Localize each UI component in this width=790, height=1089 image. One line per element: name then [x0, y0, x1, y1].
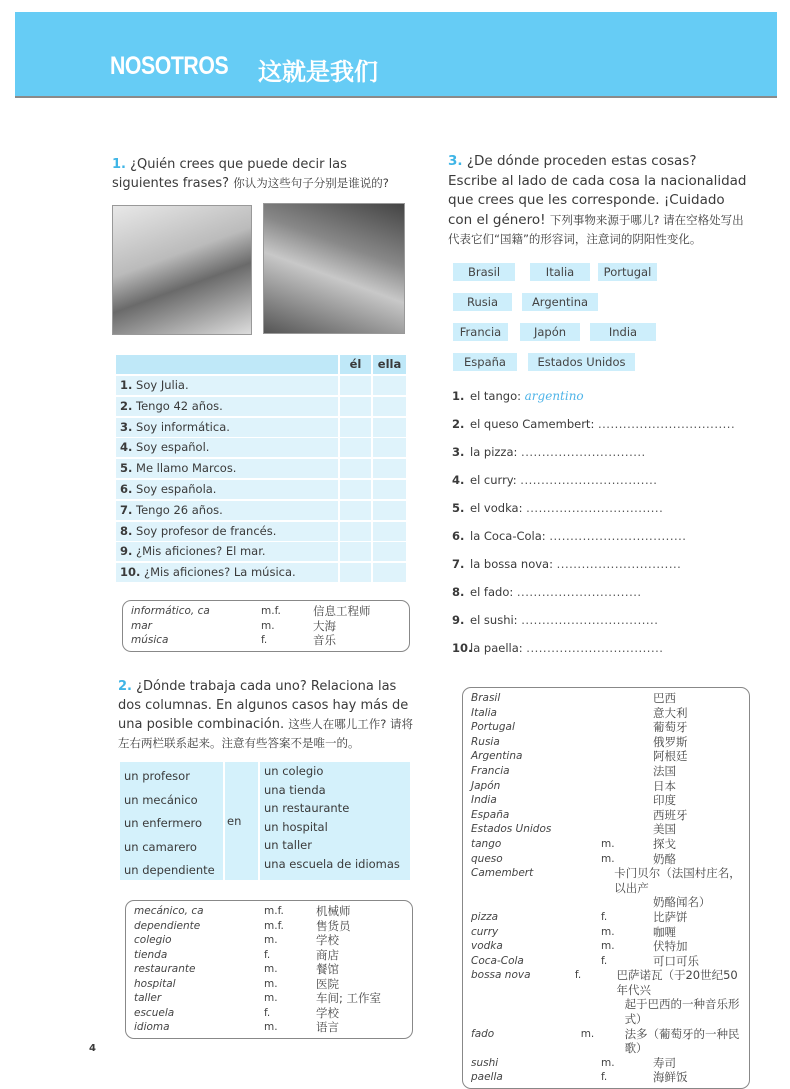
table-row: [116, 522, 276, 541]
vocab-translation: 卡门贝尔（法国村庄名，以出产: [614, 866, 741, 895]
q3-vocab-box: [462, 687, 750, 1089]
checkbox-el[interactable]: [340, 438, 371, 457]
row-text: Tengo 26 años.: [136, 502, 223, 517]
q2-left-column: [120, 762, 223, 880]
vocab-row: [471, 720, 741, 735]
q1-text-zh: 你认为这些句子分别是谁说的?: [233, 176, 389, 190]
vocab-translation: 车间; 工作室: [316, 991, 382, 1005]
vocab-gender: [601, 895, 653, 910]
vocab-translation: 西班牙: [653, 807, 688, 822]
vocab-word: curry: [471, 925, 499, 938]
workplace-item: una escuela de idiomas: [264, 856, 400, 871]
q1-vocab-box: [122, 600, 410, 652]
vocab-row: [131, 633, 401, 648]
item-label: el tango:: [470, 389, 521, 403]
checkbox-ella[interactable]: [373, 459, 406, 478]
country-tag: Japón: [520, 323, 580, 341]
vocab-row: [471, 749, 741, 764]
item-label: el curry:: [470, 473, 517, 487]
vocab-gender: f.: [601, 954, 608, 967]
row-text: Tengo 42 años.: [136, 398, 223, 413]
vocab-gender: m.: [264, 934, 278, 946]
country-tag: Italia: [530, 263, 590, 281]
checkbox-ella[interactable]: [373, 438, 406, 457]
vocab-word: mar: [131, 619, 152, 632]
vocab-translation: 机械师: [316, 904, 351, 918]
vocab-translation: 日本: [653, 778, 676, 793]
q2-instructions: [118, 677, 413, 753]
vocab-gender: [601, 735, 653, 750]
photo-man: [112, 205, 252, 335]
vocab-gender: [601, 691, 653, 706]
row-text: Soy española.: [136, 482, 217, 496]
vocab-gender: m.: [264, 977, 278, 990]
vocab-row: [131, 604, 401, 619]
vocab-word: España: [471, 808, 510, 821]
vocab-word: Argentina: [471, 750, 523, 763]
vocab-row: [134, 1006, 404, 1021]
q3-text-zh: 下列事物来源于哪儿? 请在空格处写出代表它们“国籍”的形容词，注意词的阴阳性变化。: [448, 212, 744, 246]
vocab-translation: 售货员: [316, 918, 351, 933]
answer-blank[interactable]: ..............................: [556, 557, 682, 571]
checkbox-ella[interactable]: [373, 563, 406, 582]
table-header-bg: [116, 355, 338, 374]
vocab-row: [471, 808, 741, 823]
vocab-word: hospital: [134, 977, 176, 990]
checkbox-ella[interactable]: [373, 522, 406, 541]
column-header-ella: ella: [373, 355, 406, 374]
vocab-word: taller: [134, 992, 162, 1004]
vocab-row: [471, 939, 741, 954]
vocab-gender: m.: [601, 852, 615, 865]
vocab-gender: [581, 997, 625, 1026]
profession-item: un mecánico: [124, 792, 198, 807]
checkbox-el[interactable]: [340, 480, 371, 499]
country-tag: Francia: [453, 323, 508, 341]
vocab-gender: m.f.: [264, 905, 284, 917]
q3-item: [452, 472, 657, 488]
vocab-translation: 医院: [316, 976, 339, 991]
q3-item: [452, 388, 584, 404]
profession-item: un camarero: [124, 839, 197, 854]
item-number: 3.: [452, 445, 465, 459]
checkbox-el[interactable]: [340, 542, 371, 561]
row-number: 2.: [120, 398, 133, 413]
answer-blank[interactable]: .................................: [521, 613, 659, 627]
page-title: NOSOTROS: [110, 52, 229, 80]
vocab-gender: m.: [601, 925, 615, 938]
row-text: Soy informática.: [136, 419, 230, 434]
vocab-translation: 意大利: [653, 705, 688, 720]
item-label: la Coca-Cola:: [470, 529, 546, 543]
vocab-gender: f.: [261, 634, 268, 646]
vocab-word: paella: [471, 1071, 503, 1084]
vocab-translation: 音乐: [313, 633, 336, 647]
q2-number: 2.: [118, 679, 132, 694]
vocab-translation: 大海: [313, 618, 336, 633]
q2-right-column: [260, 762, 410, 880]
vocab-gender: [573, 866, 614, 895]
vocab-row: [131, 619, 401, 634]
vocab-translation: 比萨饼: [653, 909, 688, 924]
q3-item: [452, 528, 686, 544]
item-number: 1.: [452, 389, 465, 403]
table-row: [116, 438, 209, 457]
table-row: [116, 459, 236, 478]
row-text: Soy Julia.: [136, 378, 189, 392]
vocab-row: [134, 933, 404, 948]
item-label: la bossa nova:: [470, 557, 553, 571]
vocab-row: [471, 822, 741, 837]
row-number: 1.: [120, 378, 133, 392]
vocab-row: [471, 1027, 741, 1056]
vocab-translation: 咖喱: [653, 924, 676, 939]
checkbox-el[interactable]: [340, 397, 371, 416]
q3-item: [452, 556, 681, 572]
vocab-row: [471, 1070, 741, 1085]
vocab-row: [471, 793, 741, 808]
table-row: [116, 563, 296, 582]
item-label: la paella:: [470, 641, 523, 655]
q1-number: 1.: [112, 157, 126, 172]
vocab-translation: 学校: [316, 1005, 339, 1020]
vocab-gender: m.: [264, 1021, 278, 1033]
vocab-row: [134, 1020, 404, 1035]
vocab-translation: 巴西: [653, 691, 676, 705]
item-number: 6.: [452, 529, 465, 543]
vocab-row: [471, 735, 741, 750]
row-number: 8.: [120, 523, 133, 538]
row-number: 10.: [120, 565, 141, 580]
item-number: 2.: [452, 417, 465, 431]
checkbox-ella[interactable]: [373, 480, 406, 499]
vocab-row: [471, 691, 741, 706]
row-number: 9.: [120, 544, 133, 559]
q3-text: ¿De dónde proceden estas cosas? Escribe al lado de cada cosa la nacionalidad que crees que les corresponde. ¡Cuidado con el género!: [448, 153, 747, 228]
vocab-word: Italia: [471, 706, 497, 719]
vocab-word: sushi: [471, 1056, 499, 1069]
vocab-gender: [601, 793, 653, 808]
profession-item: un dependiente: [124, 863, 215, 877]
vocab-word: [471, 895, 601, 910]
table-row: [116, 397, 223, 416]
row-text: Me llamo Marcos.: [136, 461, 237, 476]
row-text: Soy español.: [136, 440, 210, 455]
answer-blank[interactable]: ..............................: [521, 445, 646, 459]
vocab-row: [471, 1056, 741, 1071]
checkbox-el[interactable]: [340, 418, 371, 437]
workplace-item: un hospital: [264, 819, 328, 834]
vocab-translation: 语言: [316, 1020, 339, 1034]
country-tag: Argentina: [522, 293, 598, 311]
item-label: el fado:: [470, 585, 514, 599]
checkbox-ella[interactable]: [373, 418, 406, 437]
vocab-word: queso: [471, 852, 503, 865]
vocab-gender: f.: [264, 1006, 271, 1019]
vocab-row: [471, 852, 741, 867]
answer-blank[interactable]: .................................: [520, 473, 658, 487]
vocab-row: [134, 904, 404, 919]
handwritten-answer: argentino: [524, 389, 584, 403]
country-tag: Estados Unidos: [528, 353, 635, 371]
table-row: [116, 418, 230, 437]
q3-item: [452, 416, 735, 432]
vocab-gender: [601, 706, 653, 721]
item-label: el vodka:: [470, 501, 523, 515]
vocab-translation: 美国: [653, 822, 676, 837]
checkbox-el[interactable]: [340, 522, 371, 541]
answer-blank[interactable]: .................................: [526, 501, 664, 515]
vocab-row: [471, 997, 741, 1026]
answer-blank[interactable]: .................................: [549, 529, 687, 543]
vocab-word: escuela: [134, 1006, 175, 1019]
vocab-row: [471, 779, 741, 794]
vocab-word: mecánico, ca: [134, 905, 204, 917]
vocab-translation: 法国: [653, 763, 676, 778]
row-text: Soy profesor de francés.: [136, 523, 277, 538]
row-number: 3.: [120, 419, 133, 434]
row-text: ¿Mis aficiones? El mar.: [136, 544, 266, 559]
item-number: 4.: [452, 473, 465, 487]
vocab-translation: 奶酪闻名）: [653, 895, 711, 910]
vocab-row: [134, 977, 404, 992]
vocab-gender: m.: [264, 992, 278, 1004]
vocab-translation: 伏特加: [653, 939, 688, 954]
table-row: [116, 501, 223, 520]
vocab-gender: m.: [580, 1027, 595, 1040]
country-tag: Portugal: [598, 263, 657, 281]
photo-woman: [263, 203, 405, 334]
vocab-word: tango: [471, 837, 502, 850]
vocab-gender: m.: [601, 1056, 615, 1069]
row-number: 4.: [120, 440, 133, 455]
vocab-word: vodka: [471, 940, 503, 953]
vocab-word: Rusia: [471, 735, 500, 748]
item-number: 8.: [452, 585, 465, 599]
vocab-word: informático, ca: [131, 605, 210, 617]
country-tag: Brasil: [453, 263, 515, 281]
vocab-gender: m.f.: [264, 919, 284, 932]
vocab-gender: [601, 822, 653, 837]
vocab-word: Camembert: [471, 867, 534, 880]
vocab-translation: 巴萨诺瓦（于20世纪50年代兴: [616, 968, 738, 997]
checkbox-el[interactable]: [340, 376, 371, 395]
vocab-row: [134, 948, 404, 963]
workplace-item: una tienda: [264, 782, 326, 797]
vocab-gender: f.: [264, 948, 271, 961]
vocab-row: [471, 706, 741, 721]
vocab-word: música: [131, 634, 169, 646]
vocab-gender: [601, 808, 653, 823]
table-row: [116, 542, 266, 561]
vocab-row: [471, 910, 741, 925]
country-tag: India: [590, 323, 656, 341]
vocab-translation: 海鲜饭: [653, 1070, 688, 1085]
q1-table: [116, 355, 406, 585]
vocab-gender: m.: [601, 837, 615, 850]
vocab-word: Estados Unidos: [471, 823, 552, 836]
item-label: el sushi:: [470, 613, 518, 627]
vocab-gender: f.: [601, 910, 608, 923]
vocab-word: Portugal: [471, 721, 515, 734]
vocab-translation: 餐馆: [316, 962, 339, 976]
vocab-gender: f.: [601, 1071, 608, 1084]
vocab-gender: m.f.: [261, 605, 281, 617]
vocab-translation: 阿根廷: [653, 749, 688, 764]
checkbox-el[interactable]: [340, 501, 371, 520]
vocab-word: Coca-Cola: [471, 954, 524, 967]
checkbox-el[interactable]: [340, 563, 371, 582]
vocab-word: tienda: [134, 948, 168, 961]
row-number: 7.: [120, 502, 133, 517]
vocab-word: Brasil: [471, 692, 501, 704]
vocab-translation: 商店: [316, 947, 339, 962]
vocab-translation: 学校: [316, 933, 339, 947]
vocab-translation: 奶酪: [653, 851, 676, 866]
vocab-word: India: [471, 794, 497, 807]
item-number: 9.: [452, 613, 465, 627]
answer-blank[interactable]: .................................: [526, 641, 664, 655]
q2-text-zh: 这些人在哪儿工作? 请将左右两栏联系起来。注意有些答案不是唯一的。: [118, 717, 413, 750]
vocab-word: idioma: [134, 1021, 170, 1033]
vocab-row: [471, 954, 741, 969]
vocab-translation: 起于巴西的一种音乐形式）: [624, 997, 740, 1027]
vocab-row: [471, 968, 741, 997]
vocab-gender: [601, 749, 653, 764]
vocab-translation: 探戈: [653, 836, 676, 851]
checkbox-ella[interactable]: [373, 542, 406, 561]
q2-text: ¿Dónde trabaja cada uno? Relaciona las dos columnas. En algunos casos hay más de una posible combinación.: [118, 679, 409, 732]
vocab-word: restaurante: [134, 963, 196, 975]
item-number: 7.: [452, 557, 465, 571]
profession-item: un profesor: [124, 769, 190, 783]
q3-item: [452, 500, 663, 516]
row-number: 5.: [120, 461, 133, 476]
vocab-row: [471, 925, 741, 940]
answer-blank[interactable]: .................................: [597, 417, 736, 431]
q3-item: [452, 584, 642, 600]
checkbox-ella[interactable]: [373, 501, 406, 520]
table-row: [116, 376, 189, 395]
q1-instructions: [112, 155, 412, 193]
vocab-word: bossa nova: [471, 969, 531, 982]
vocab-row: [134, 919, 404, 934]
vocab-translation: 信息工程师: [313, 604, 371, 618]
item-number: 10.: [452, 641, 473, 655]
q3-number: 3.: [448, 153, 463, 169]
checkbox-el[interactable]: [340, 459, 371, 478]
country-tag: Rusia: [453, 293, 512, 311]
vocab-word: colegio: [134, 934, 172, 946]
vocab-gender: [601, 720, 653, 735]
vocab-gender: [601, 764, 653, 779]
profession-item: un enfermero: [124, 816, 203, 830]
column-header-el: él: [340, 355, 371, 374]
page-number: 4: [89, 1043, 96, 1054]
vocab-translation: 法多（葡萄牙的一种民歌）: [624, 1026, 740, 1056]
vocab-translation: 可口可乐: [653, 953, 699, 968]
vocab-gender: [601, 779, 653, 794]
vocab-word: fado: [471, 1027, 495, 1040]
row-number: 6.: [120, 482, 133, 496]
vocab-translation: 寿司: [653, 1055, 676, 1070]
vocab-row: [471, 837, 741, 852]
q3-item: [452, 640, 663, 656]
workplace-item: un colegio: [264, 764, 324, 778]
table-row: [116, 480, 216, 499]
workplace-item: un taller: [264, 838, 312, 852]
vocab-row: [471, 895, 741, 910]
vocab-translation: 印度: [653, 793, 676, 808]
vocab-translation: 葡萄牙: [653, 720, 688, 735]
vocab-word: [471, 997, 581, 1026]
q2-vocab-box: [125, 900, 413, 1039]
country-tag: España: [453, 353, 517, 371]
q3-item: [452, 444, 646, 460]
q3-instructions: [448, 152, 748, 250]
vocab-gender: f.: [574, 969, 582, 982]
vocab-gender: m.: [264, 963, 278, 975]
q1-text: ¿Quién crees que puede decir las siguientes frases?: [112, 157, 347, 191]
vocab-gender: m.: [601, 940, 615, 953]
vocab-word: Japón: [471, 779, 501, 792]
item-number: 5.: [452, 501, 465, 515]
q2-middle-word: en: [227, 814, 242, 828]
row-text: ¿Mis aficiones? La música.: [144, 565, 296, 580]
checkbox-ella[interactable]: [373, 376, 406, 395]
answer-blank[interactable]: ..............................: [516, 585, 642, 599]
vocab-word: pizza: [471, 910, 499, 923]
vocab-word: Francia: [471, 764, 510, 777]
workplace-item: un restaurante: [264, 801, 350, 815]
q2-middle-column: [225, 762, 258, 880]
vocab-gender: m.: [261, 619, 275, 632]
item-label: el queso Camembert:: [470, 417, 595, 431]
vocab-word: dependiente: [134, 919, 201, 932]
vocab-row: [134, 991, 404, 1006]
checkbox-ella[interactable]: [373, 397, 406, 416]
vocab-translation: 俄罗斯: [653, 734, 688, 749]
vocab-row: [471, 866, 741, 895]
vocab-row: [134, 962, 404, 977]
q3-item: [452, 612, 658, 628]
vocab-row: [471, 764, 741, 779]
page-title-zh: 这就是我们: [258, 58, 378, 86]
item-label: la pizza:: [470, 445, 518, 459]
